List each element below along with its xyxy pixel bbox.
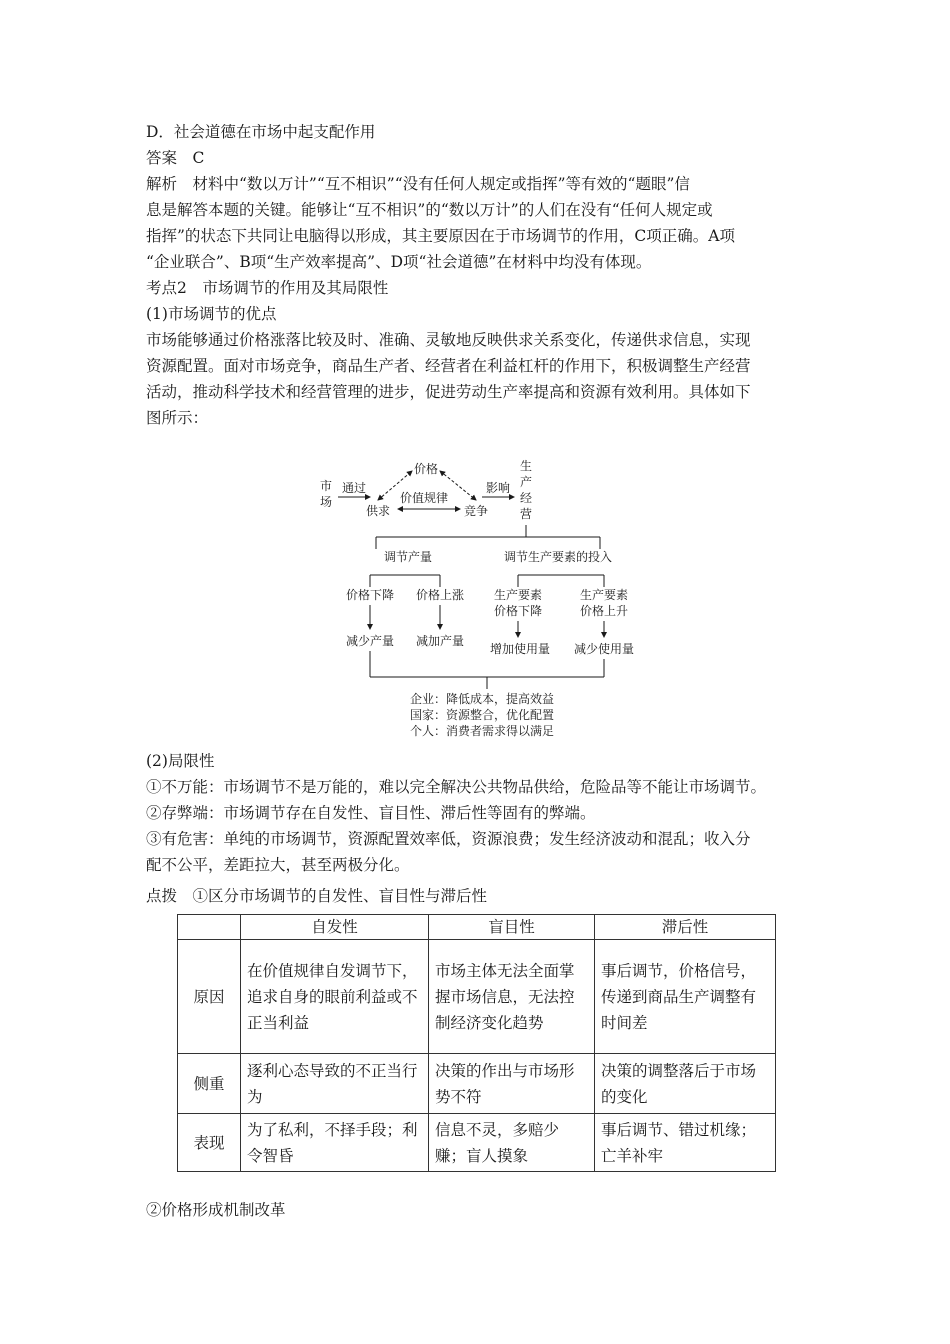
- label-increase-output: 减加产量: [416, 634, 465, 648]
- table-header-cell: [178, 915, 241, 940]
- table-header-cell: 滞后性: [595, 915, 776, 940]
- label-result-3: 个人：消费者需求得以满足: [410, 724, 555, 738]
- paragraph-line-1: 市场能够通过价格涨落比较及时、准确、灵敏地反映供求关系变化，传递供求信息，实现: [146, 331, 751, 349]
- table-cell: 逐利心态导致的不正当行为: [241, 1054, 429, 1114]
- label-adjust-input: 调节生产要素的投入: [504, 550, 613, 564]
- label-reduce-output: 减少产量: [346, 634, 395, 648]
- table-cell: 在价值规律自发调节下，追求自身的眼前利益或不正当利益: [241, 940, 429, 1054]
- answer: 答案 C: [146, 149, 205, 167]
- analysis-line-3: 指挥”的状态下共同让电脑得以形成，其主要原因在于市场调节的作用，C项正确。A项: [146, 227, 735, 245]
- paragraph-line-4: 图所示：: [146, 409, 209, 427]
- label-value-law: 价值规律: [400, 491, 449, 505]
- label-prod-3: 经: [520, 491, 533, 505]
- label-price-up: 价格上涨: [416, 588, 465, 602]
- limitation-2: ②存弊端：市场调节存在自发性、盲目性、滞后性等固有的弊端。: [146, 804, 596, 822]
- table-header-cell: 自发性: [241, 915, 429, 940]
- table-row: [178, 1114, 776, 1172]
- table-cell: 事后调节、错过机缘；亡羊补牢: [595, 1114, 776, 1172]
- label-adjust-output: 调节产量: [384, 550, 433, 564]
- subheading-advantages: (1)市场调节的优点: [146, 305, 277, 323]
- table-cell: 决策的调整落后于市场的变化: [595, 1054, 776, 1114]
- label-influence: 影响: [486, 481, 511, 495]
- label-factor-up-2: 价格上升: [580, 604, 629, 618]
- label-result-2: 国家：资源整合，优化配置: [410, 708, 555, 722]
- table-cell: 信息不灵，多赔少赚；盲人摸象: [429, 1114, 595, 1172]
- label-price-down: 价格下降: [346, 588, 395, 602]
- section-heading: 考点2 市场调节的作用及其局限性: [146, 279, 389, 297]
- option-d: D．社会道德在市场中起支配作用: [146, 123, 376, 141]
- label-supply: 供求: [366, 504, 391, 518]
- label-factor-down-1: 生产要素: [494, 588, 543, 602]
- label-market-1: 市: [320, 479, 333, 493]
- table-row: [178, 940, 776, 1054]
- label-price: 价格: [414, 462, 439, 476]
- label-reduce-use: 减少使用量: [574, 642, 635, 656]
- label-increase-use: 增加使用量: [490, 642, 551, 656]
- tip-heading: 点拨 ①区分市场调节的自发性、盲目性与滞后性: [146, 887, 488, 905]
- label-factor-up-1: 生产要素: [580, 588, 629, 602]
- table-cell: 事后调节，价格信号，传递到商品生产调整有时间差: [595, 940, 776, 1054]
- label-prod-1: 生: [520, 459, 533, 473]
- analysis-line-2: 息是解答本题的关键。能够让“互不相识”的“数以万计”的人们在没有“任何人规定或: [146, 201, 713, 219]
- limitation-1: ①不万能：市场调节不是万能的，难以完全解决公共物品供给，危险品等不能让市场调节。: [146, 778, 767, 796]
- table-cell: 决策的作出与市场形势不符: [429, 1054, 595, 1114]
- label-prod-4: 营: [520, 507, 533, 521]
- reform-heading: ②价格形成机制改革: [146, 1201, 286, 1219]
- table-header-cell: 盲目性: [429, 915, 595, 940]
- table-row-label: 表现: [178, 1114, 241, 1172]
- label-result-1: 企业：降低成本，提高效益: [410, 692, 555, 706]
- table-cell: 市场主体无法全面掌握市场信息，无法控制经济变化趋势: [429, 940, 595, 1054]
- table-header-row: [178, 915, 776, 940]
- label-factor-down-2: 价格下降: [494, 604, 543, 618]
- paragraph-line-3: 活动，推动科学技术和经营管理的进步，促进劳动生产率提高和资源有效利用。具体如下: [146, 383, 751, 401]
- paragraph-line-2: 资源配置。面对市场竞争，商品生产者、经营者在利益杠杆的作用下，积极调整生产经营: [146, 357, 751, 375]
- table-row-label: 侧重: [178, 1054, 241, 1114]
- market-regulation-diagram: [300, 455, 660, 745]
- limitation-3-line-2: 配不公平，差距拉大，甚至两极分化。: [146, 856, 410, 874]
- limitation-3-line-1: ③有危害：单纯的市场调节，资源配置效率低，资源浪费；发生经济波动和混乱；收入分: [146, 830, 751, 848]
- subheading-limitations: (2)局限性: [146, 752, 215, 770]
- label-market-2: 场: [320, 495, 333, 509]
- label-prod-2: 产: [520, 475, 533, 489]
- table-row-label: 原因: [178, 940, 241, 1054]
- analysis-line-1: 解析 材料中“数以万计”“互不相识”“没有任何人规定或指挥”等有效的“题眼”信: [146, 175, 690, 193]
- table-cell: 为了私利，不择手段；利令智昏: [241, 1114, 429, 1172]
- comparison-table: [177, 914, 776, 1172]
- table-row: [178, 1054, 776, 1114]
- label-through: 通过: [342, 481, 367, 495]
- analysis-line-4: “企业联合”、B项“生产效率提高”、D项“社会道德”在材料中均没有体现。: [146, 253, 652, 271]
- label-compete: 竞争: [464, 504, 489, 518]
